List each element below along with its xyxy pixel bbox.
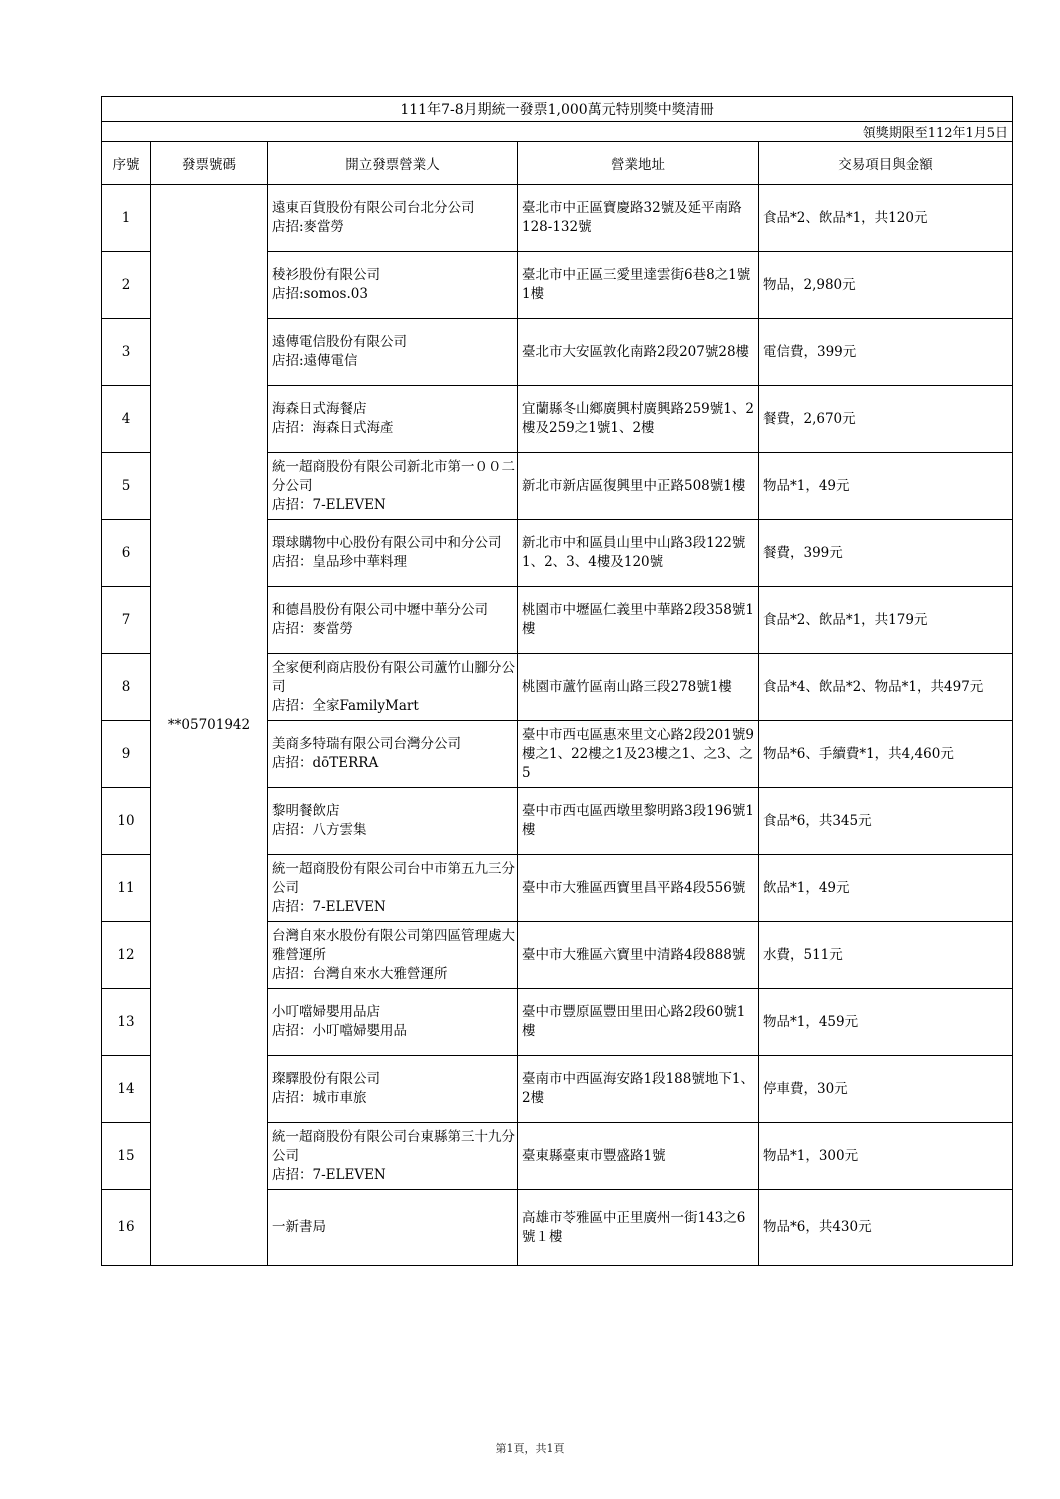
company-name: 統一超商股份有限公司新北市第一００二分公司 <box>272 458 515 494</box>
row-number: 8 <box>102 654 151 721</box>
store-sign: 店招:somos.03 <box>272 286 368 302</box>
merchant-cell <box>268 654 518 721</box>
merchant-cell <box>268 1056 518 1123</box>
merchant-cell <box>268 721 518 788</box>
business-address: 臺南市中西區海安路1段188號地下1、2樓 <box>518 1056 759 1123</box>
transaction-items: 食品*2、飲品*1，共120元 <box>759 185 1013 252</box>
row-number: 10 <box>102 788 151 855</box>
transaction-items: 電信費，399元 <box>759 319 1013 386</box>
transaction-items: 物品*1，459元 <box>759 989 1013 1056</box>
company-name: 環球購物中心股份有限公司中和分公司 <box>272 535 502 551</box>
header-merchant: 開立發票營業人 <box>268 142 518 185</box>
business-address: 臺中市大雅區西寶里昌平路4段556號 <box>518 855 759 922</box>
row-number: 3 <box>102 319 151 386</box>
page-footer: 第1頁，共1頁 <box>495 1442 565 1455</box>
company-name: 遠東百貨股份有限公司台北分公司 <box>272 200 475 216</box>
store-sign: 店招：皇品珍中華料理 <box>272 554 407 570</box>
transaction-items: 物品*1，300元 <box>759 1123 1013 1190</box>
business-address: 臺中市西屯區惠來里文心路2段201號9樓之1、22樓之1及23樓之1、之3、之5 <box>518 721 759 788</box>
store-sign: 店招：八方雲集 <box>272 822 367 838</box>
company-name: 黎明餐飲店 <box>272 803 340 819</box>
merchant-cell <box>268 1123 518 1190</box>
row-number: 16 <box>102 1190 151 1266</box>
business-address: 臺中市大雅區六寶里中清路4段888號 <box>518 922 759 989</box>
store-sign: 店招：城市車旅 <box>272 1090 367 1106</box>
row-number: 5 <box>102 453 151 520</box>
store-sign: 店招：7-ELEVEN <box>272 496 386 513</box>
business-address: 桃園市中壢區仁義里中華路2段358號1樓 <box>518 587 759 654</box>
invoice-number: **05701942 <box>151 185 268 1266</box>
table-row <box>102 185 1013 252</box>
transaction-items: 食品*2、飲品*1，共179元 <box>759 587 1013 654</box>
row-number: 4 <box>102 386 151 453</box>
transaction-items: 餐費，2,670元 <box>759 386 1013 453</box>
business-address: 臺北市中正區寶慶路32號及延平南路128-132號 <box>518 185 759 252</box>
transaction-items: 物品*6、手續費*1，共4,460元 <box>759 721 1013 788</box>
transaction-items: 水費，511元 <box>759 922 1013 989</box>
store-sign: 店招：台灣自來水大雅營運所 <box>272 965 448 982</box>
business-address: 臺中市西屯區西墩里黎明路3段196號1樓 <box>518 788 759 855</box>
store-sign: 店招：7-ELEVEN <box>272 898 386 915</box>
transaction-items: 食品*4、飲品*2、物品*1，共497元 <box>759 654 1013 721</box>
store-sign: 店招:遠傳電信 <box>272 353 358 369</box>
prize-list-table <box>101 96 1013 1266</box>
business-address: 桃園市蘆竹區南山路三段278號1樓 <box>518 654 759 721</box>
row-number: 1 <box>102 185 151 252</box>
store-sign: 店招：dōTERRA <box>272 755 379 771</box>
company-name: 稜衫股份有限公司 <box>272 267 380 283</box>
company-name: 全家便利商店股份有限公司蘆竹山腳分公司 <box>272 659 515 695</box>
transaction-items: 物品，2,980元 <box>759 252 1013 319</box>
company-name: 美商多特瑞有限公司台灣分公司 <box>272 736 461 752</box>
row-number: 11 <box>102 855 151 922</box>
row-number: 7 <box>102 587 151 654</box>
business-address: 臺東縣臺東市豐盛路1號 <box>518 1123 759 1190</box>
merchant-cell <box>268 989 518 1056</box>
business-address: 宜蘭縣冬山鄉廣興村廣興路259號1、2樓及259之1號1、2樓 <box>518 386 759 453</box>
business-address: 高雄市苓雅區中正里廣州一街143之6號１樓 <box>518 1190 759 1266</box>
merchant-cell <box>268 788 518 855</box>
transaction-items: 停車費，30元 <box>759 1056 1013 1123</box>
merchant-cell <box>268 386 518 453</box>
merchant-cell <box>268 185 518 252</box>
table-header-row <box>102 142 1013 185</box>
row-number: 15 <box>102 1123 151 1190</box>
company-name: 一新書局 <box>272 1219 326 1235</box>
company-name: 台灣自來水股份有限公司第四區管理處大雅營運所 <box>272 927 515 963</box>
store-sign: 店招：全家FamilyMart <box>272 697 419 714</box>
company-name: 璨驛股份有限公司 <box>272 1071 380 1087</box>
merchant-cell <box>268 453 518 520</box>
company-name: 和德昌股份有限公司中壢中華分公司 <box>272 602 488 618</box>
transaction-items: 餐費，399元 <box>759 520 1013 587</box>
merchant-cell <box>268 1190 518 1266</box>
company-name: 統一超商股份有限公司台東縣第三十九分公司 <box>272 1128 515 1164</box>
company-name: 統一超商股份有限公司台中市第五九三分公司 <box>272 860 515 896</box>
header-no: 序號 <box>102 142 151 185</box>
store-sign: 店招：海森日式海產 <box>272 420 394 436</box>
merchant-cell <box>268 922 518 989</box>
transaction-items: 物品*1，49元 <box>759 453 1013 520</box>
store-sign: 店招：麥當勞 <box>272 621 353 637</box>
row-number: 9 <box>102 721 151 788</box>
row-number: 14 <box>102 1056 151 1123</box>
store-sign: 店招：小叮噹婦嬰用品 <box>272 1023 407 1039</box>
business-address: 臺北市大安區敦化南路2段207號28樓 <box>518 319 759 386</box>
row-number: 13 <box>102 989 151 1056</box>
header-invoice: 發票號碼 <box>151 142 268 185</box>
merchant-cell <box>268 319 518 386</box>
company-name: 遠傳電信股份有限公司 <box>272 334 407 350</box>
document-title: 111年7-8月期統一發票1,000萬元特別獎中獎清冊 <box>102 97 1013 122</box>
business-address: 臺北市中正區三愛里達雲街6巷8之1號1樓 <box>518 252 759 319</box>
company-name: 海森日式海餐店 <box>272 401 367 417</box>
header-address: 營業地址 <box>518 142 759 185</box>
transaction-items: 物品*6，共430元 <box>759 1190 1013 1266</box>
company-name: 小叮噹婦嬰用品店 <box>272 1004 380 1020</box>
store-sign: 店招：7-ELEVEN <box>272 1166 386 1183</box>
merchant-cell <box>268 252 518 319</box>
store-sign: 店招:麥當勞 <box>272 219 345 235</box>
business-address: 新北市中和區員山里中山路3段122號1、2、3、4樓及120號 <box>518 520 759 587</box>
row-number: 12 <box>102 922 151 989</box>
transaction-items: 飲品*1，49元 <box>759 855 1013 922</box>
claim-deadline: 領獎期限至112年1月5日 <box>102 122 1013 142</box>
business-address: 新北市新店區復興里中正路508號1樓 <box>518 453 759 520</box>
business-address: 臺中市豐原區豐田里田心路2段60號1樓 <box>518 989 759 1056</box>
header-items: 交易項目與金額 <box>759 142 1013 185</box>
transaction-items: 食品*6，共345元 <box>759 788 1013 855</box>
merchant-cell <box>268 520 518 587</box>
merchant-cell <box>268 855 518 922</box>
row-number: 6 <box>102 520 151 587</box>
row-number: 2 <box>102 252 151 319</box>
merchant-cell <box>268 587 518 654</box>
